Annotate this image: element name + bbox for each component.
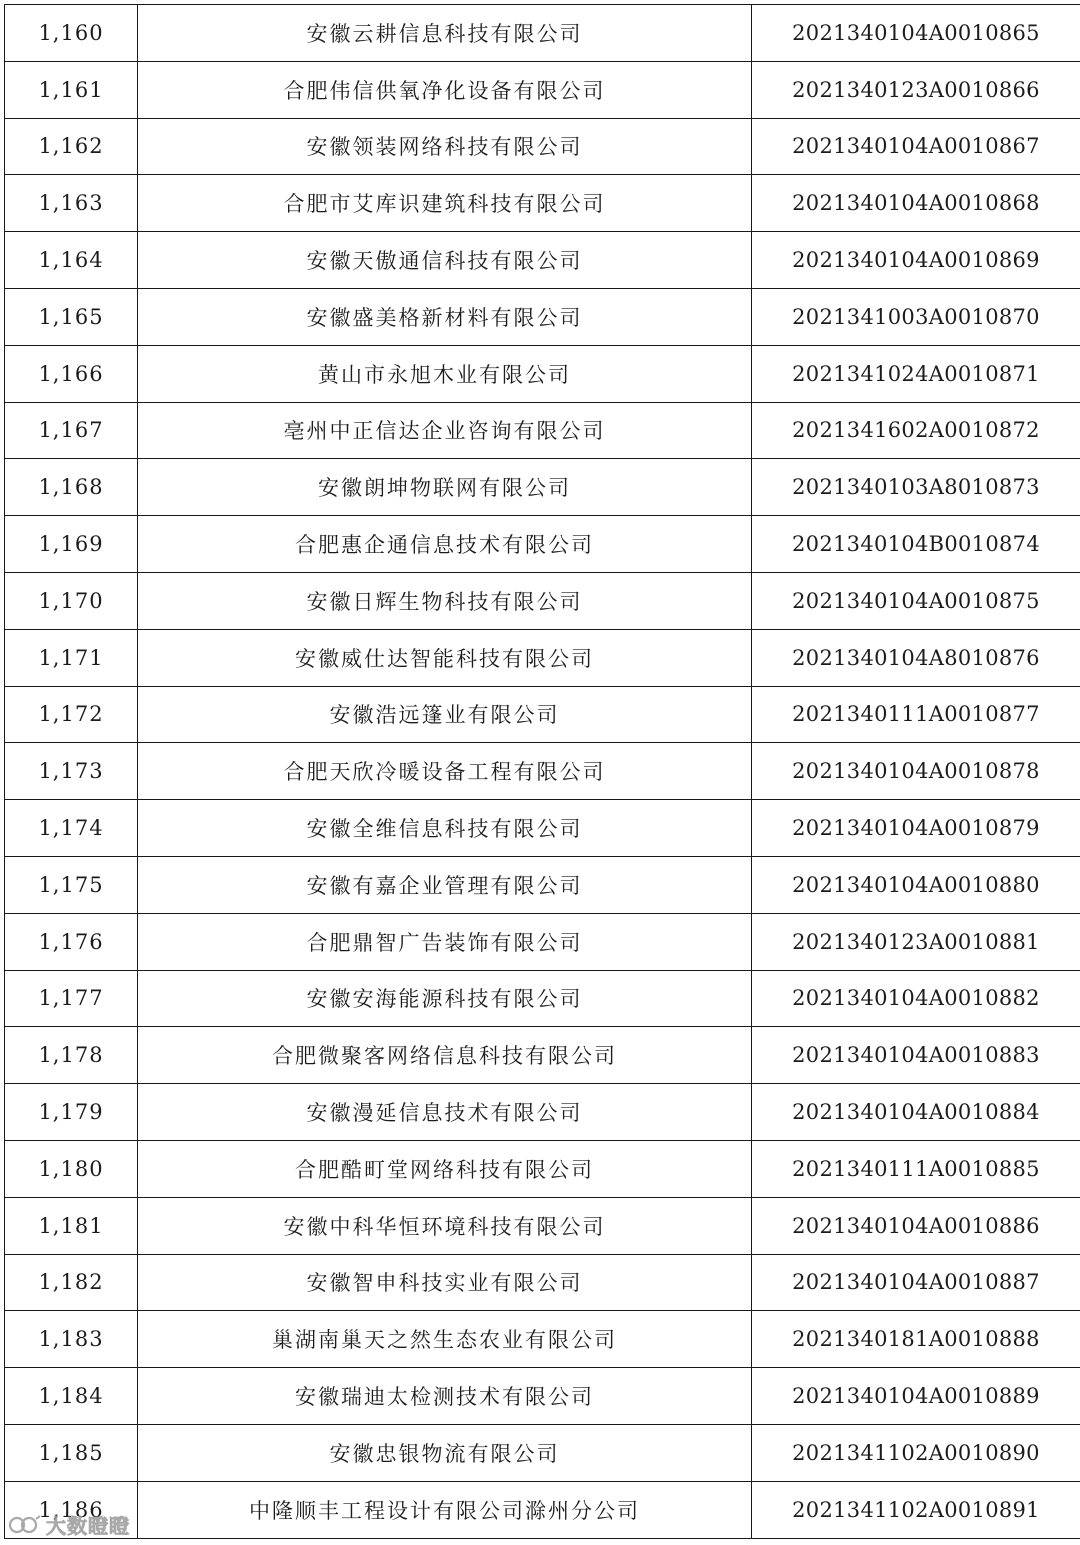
row-index-cell: 1,170 [5,572,138,629]
table-row [5,175,1080,232]
table-row [5,1424,1080,1481]
registration-code-cell: 2021340104A0010883 [752,1027,1080,1084]
row-index-cell: 1,173 [5,743,138,800]
row-index-cell: 1,184 [5,1368,138,1425]
registration-code-cell: 2021340104B0010874 [752,516,1080,573]
table-row [5,743,1080,800]
table-row [5,288,1080,345]
registration-code-cell: 2021340104A0010887 [752,1254,1080,1311]
company-name-cell: 安徽盛美格新材料有限公司 [138,288,752,345]
row-index-cell: 1,165 [5,288,138,345]
registration-code-cell: 2021340104A0010882 [752,970,1080,1027]
row-index-cell: 1,174 [5,800,138,857]
company-name-cell: 中隆顺丰工程设计有限公司滁州分公司 [138,1481,752,1538]
company-name-cell: 安徽全维信息科技有限公司 [138,800,752,857]
company-name-cell: 安徽领装网络科技有限公司 [138,118,752,175]
company-name-cell: 合肥惠企通信息技术有限公司 [138,516,752,573]
registration-code-cell: 2021340103A8010873 [752,459,1080,516]
table-row [5,232,1080,289]
company-name-cell: 安徽天傲通信科技有限公司 [138,232,752,289]
table-row [5,118,1080,175]
row-index-cell: 1,162 [5,118,138,175]
company-name-cell: 安徽瑞迪太检测技术有限公司 [138,1368,752,1425]
company-name-cell: 合肥伟信供氧净化设备有限公司 [138,61,752,118]
table-row [5,516,1080,573]
table-row [5,5,1080,62]
registration-code-cell: 2021341024A0010871 [752,345,1080,402]
table-row [5,572,1080,629]
table-row [5,913,1080,970]
registration-code-cell: 2021340111A0010877 [752,686,1080,743]
table-row [5,686,1080,743]
registration-code-cell: 2021341102A0010890 [752,1424,1080,1481]
watermark-text: 大数瞪瞪 [46,1514,130,1538]
row-index-cell: 1,172 [5,686,138,743]
row-index-cell: 1,180 [5,1140,138,1197]
table-row [5,856,1080,913]
company-name-cell: 安徽智申科技实业有限公司 [138,1254,752,1311]
company-name-cell: 合肥微聚客网络信息科技有限公司 [138,1027,752,1084]
company-name-cell: 安徽漫延信息技术有限公司 [138,1084,752,1141]
company-name-cell: 安徽朗坤物联网有限公司 [138,459,752,516]
row-index-cell: 1,183 [5,1311,138,1368]
row-index-cell: 1,175 [5,856,138,913]
company-name-cell: 安徽忠银物流有限公司 [138,1424,752,1481]
registration-code-cell: 2021340181A0010888 [752,1311,1080,1368]
table-row [5,402,1080,459]
company-name-cell: 合肥市艾库识建筑科技有限公司 [138,175,752,232]
registration-code-cell: 2021340123A0010881 [752,913,1080,970]
row-index-cell: 1,185 [5,1424,138,1481]
company-name-cell: 安徽日辉生物科技有限公司 [138,572,752,629]
row-index-cell: 1,169 [5,516,138,573]
row-index-cell: 1,166 [5,345,138,402]
company-name-cell: 安徽云耕信息科技有限公司 [138,5,752,62]
table-row [5,345,1080,402]
registration-code-cell: 2021340104A0010878 [752,743,1080,800]
row-index-cell: 1,177 [5,970,138,1027]
company-name-cell: 安徽威仕达智能科技有限公司 [138,629,752,686]
table-row [5,459,1080,516]
company-name-cell: 安徽中科华恒环境科技有限公司 [138,1197,752,1254]
table-row [5,61,1080,118]
table-row [5,1197,1080,1254]
row-index-cell: 1,179 [5,1084,138,1141]
company-name-cell: 合肥天欣冷暖设备工程有限公司 [138,743,752,800]
company-name-cell: 安徽有嘉企业管理有限公司 [138,856,752,913]
row-index-cell: 1,168 [5,459,138,516]
row-index-cell: 1,176 [5,913,138,970]
row-index-cell: 1,182 [5,1254,138,1311]
registry-table [4,4,1080,1539]
company-name-cell: 合肥酷町堂网络科技有限公司 [138,1140,752,1197]
row-index-cell: 1,167 [5,402,138,459]
registration-code-cell: 2021340104A0010865 [752,5,1080,62]
registration-code-cell: 2021341602A0010872 [752,402,1080,459]
table-row [5,800,1080,857]
company-name-cell: 黄山市永旭木业有限公司 [138,345,752,402]
registration-code-cell: 2021340104A0010880 [752,856,1080,913]
table-row [5,1027,1080,1084]
table-row [5,1368,1080,1425]
registration-code-cell: 2021340104A0010889 [752,1368,1080,1425]
registration-code-cell: 2021341102A0010891 [752,1481,1080,1538]
company-name-cell: 合肥鼎智广告装饰有限公司 [138,913,752,970]
row-index-cell: 1,163 [5,175,138,232]
registration-code-cell: 2021340104A0010869 [752,232,1080,289]
registration-code-cell: 2021340123A0010866 [752,61,1080,118]
registration-code-cell: 2021340104A0010875 [752,572,1080,629]
table-row [5,1084,1080,1141]
table-row [5,1311,1080,1368]
registration-code-cell: 2021340104A0010868 [752,175,1080,232]
table-row [5,1140,1080,1197]
registration-code-cell: 2021340104A0010879 [752,800,1080,857]
row-index-cell: 1,164 [5,232,138,289]
row-index-cell: 1,178 [5,1027,138,1084]
row-index-cell: 1,171 [5,629,138,686]
registration-code-cell: 2021340104A0010867 [752,118,1080,175]
table-row [5,629,1080,686]
registration-code-cell: 2021340111A0010885 [752,1140,1080,1197]
watermark [8,1510,130,1539]
row-index-cell: 1,161 [5,61,138,118]
company-name-cell: 巢湖南巢天之然生态农业有限公司 [138,1311,752,1368]
registration-code-cell: 2021340104A8010876 [752,629,1080,686]
row-index-cell: 1,160 [5,5,138,62]
table-row [5,970,1080,1027]
company-name-cell: 安徽安海能源科技有限公司 [138,970,752,1027]
registration-code-cell: 2021340104A0010884 [752,1084,1080,1141]
row-index-cell: 1,186 [5,1481,138,1538]
table-row [5,1254,1080,1311]
brand-logo-icon [8,1512,42,1538]
row-index-cell: 1,181 [5,1197,138,1254]
table-body [5,5,1080,1539]
registration-code-cell: 2021340104A0010886 [752,1197,1080,1254]
company-name-cell: 亳州中正信达企业咨询有限公司 [138,402,752,459]
company-name-cell: 安徽浩远篷业有限公司 [138,686,752,743]
table-row [5,1481,1080,1538]
registration-code-cell: 2021341003A0010870 [752,288,1080,345]
